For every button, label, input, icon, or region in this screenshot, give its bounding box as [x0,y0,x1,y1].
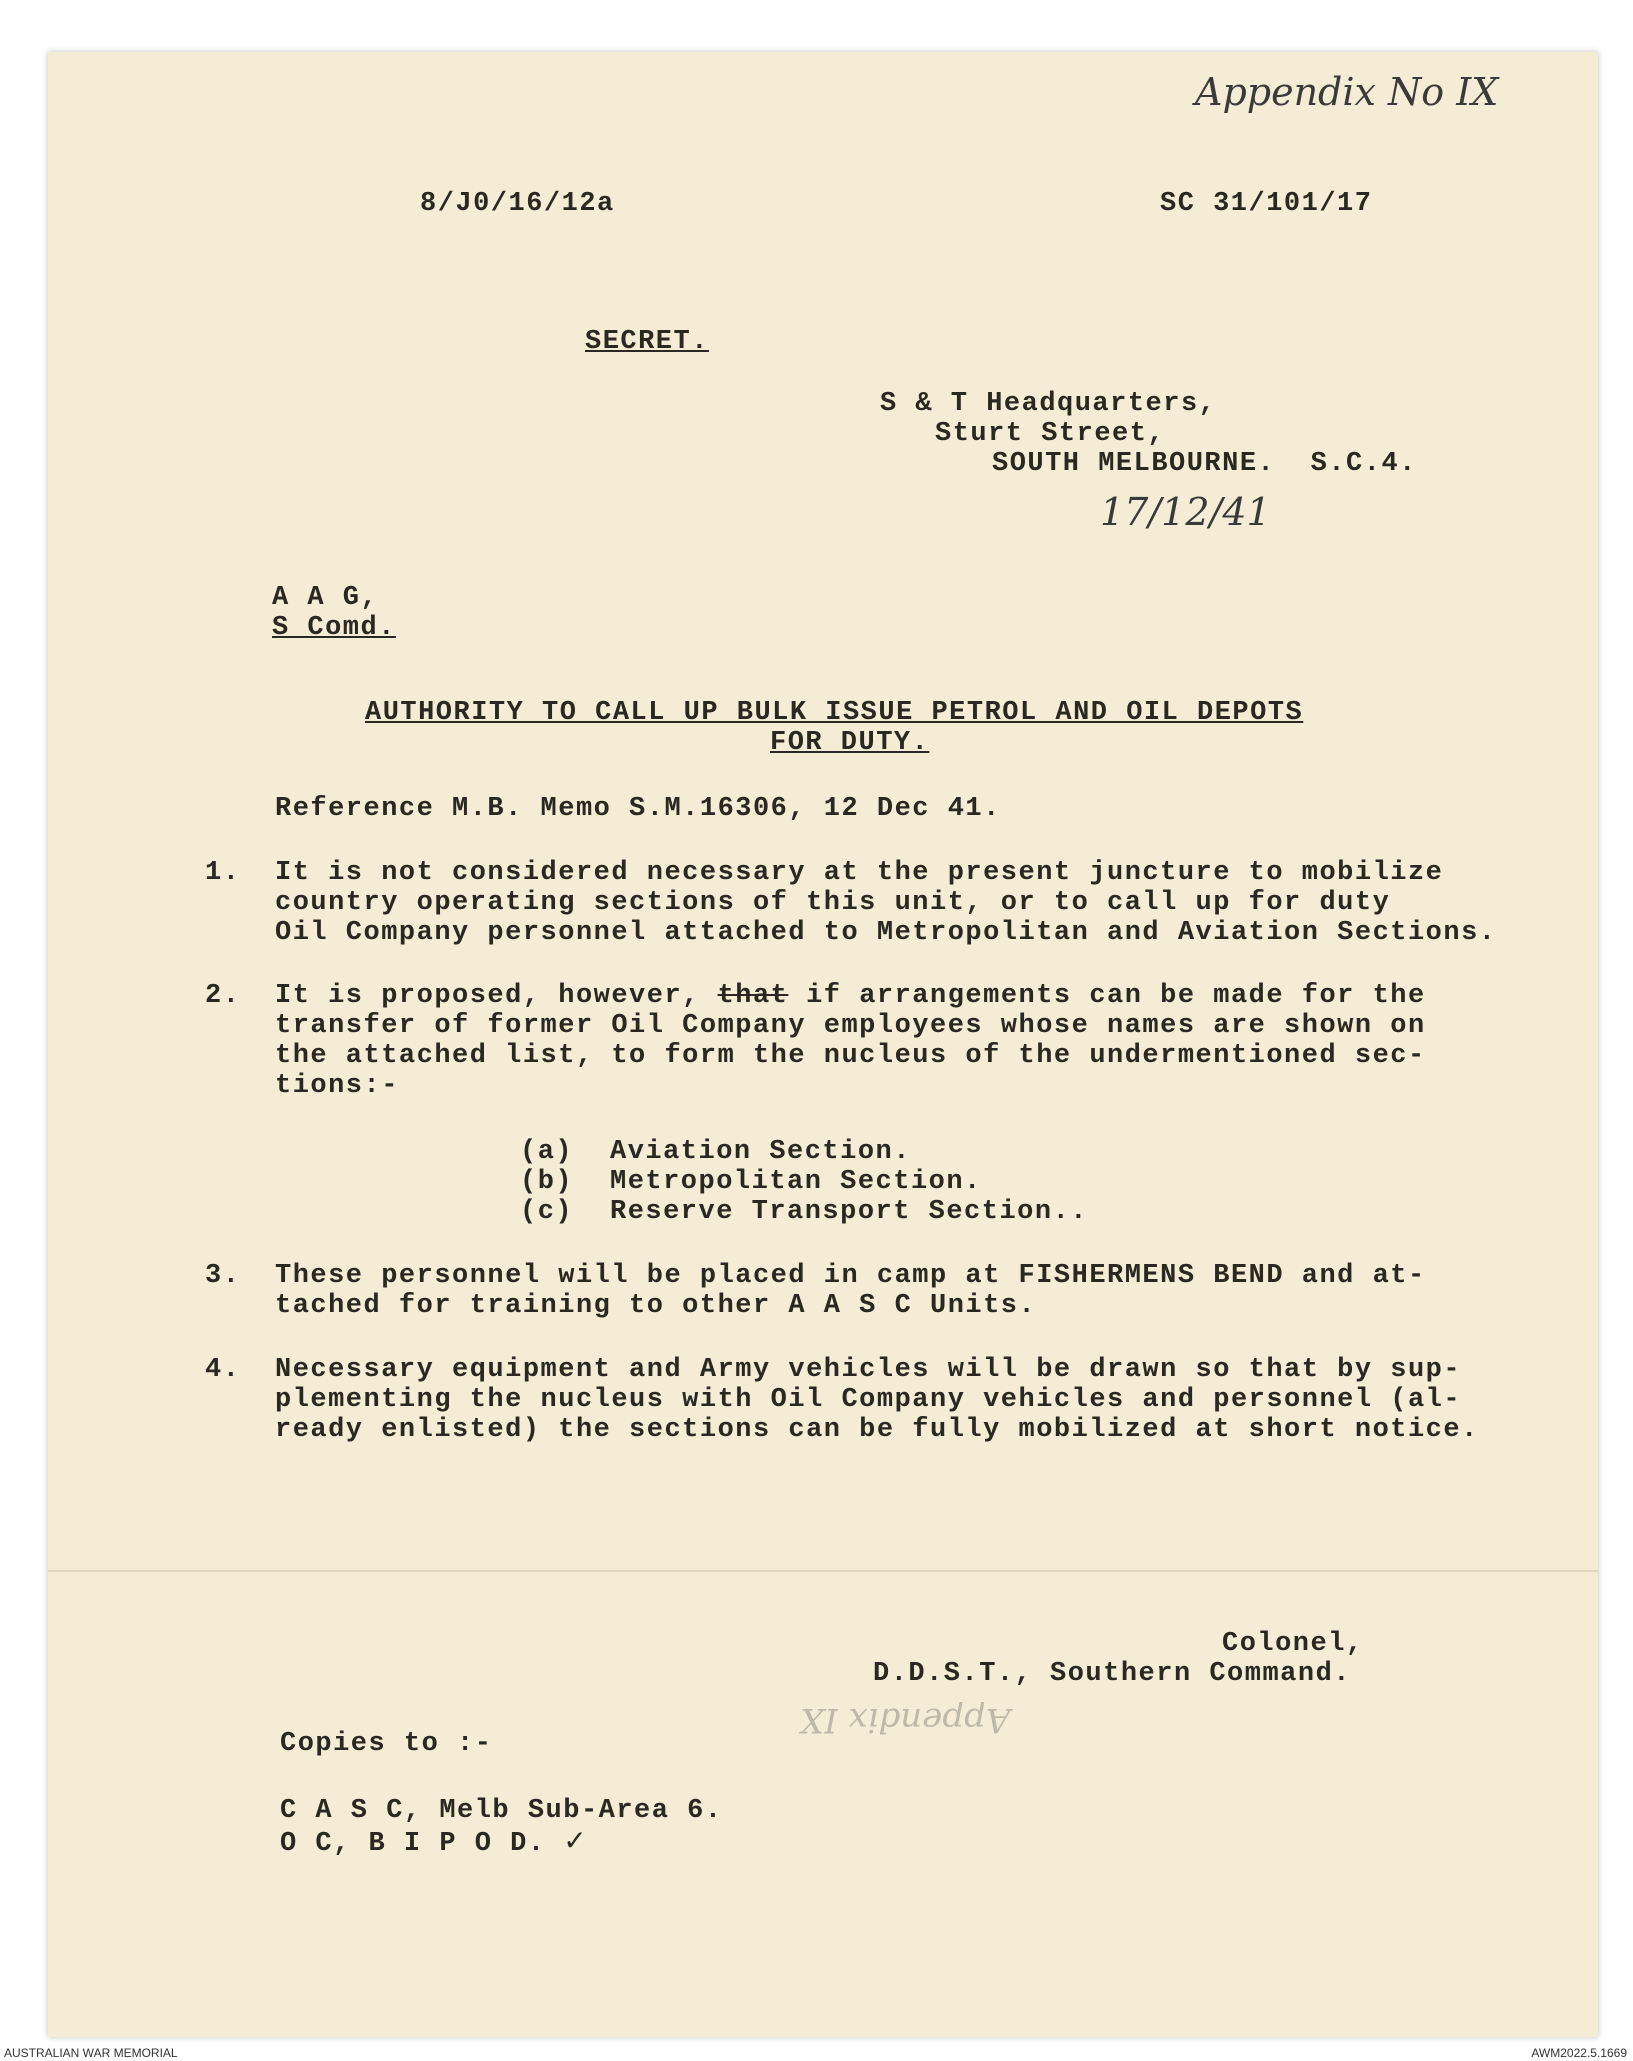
copies-line-2-text: O C, B I P O D. [280,1829,546,1859]
section-b-label: (b) [520,1167,574,1197]
paragraph-2-number: 2. [205,981,241,1011]
footer-accession-number: AWM2022.5.1669 [1531,2046,1627,2060]
section-c-text: Reserve Transport Section.. [610,1197,1088,1227]
paragraph-2-line-1-end: if arrangements can be made for the [788,981,1426,1011]
footer-credit: AUSTRALIAN WAR MEMORIAL [4,2046,178,2060]
copies-line-2 [280,1825,588,1860]
file-reference-right: SC 31/101/17 [1160,189,1373,219]
paragraph-3-number: 3. [205,1261,241,1291]
paragraph-2-line-2: transfer of former Oil Company employees whose names are shown on [275,1011,1426,1041]
paragraph-1-line-2: country operating sections of this unit, or to call up for duty [275,888,1391,918]
faint-reverse-note: Appendix IX [800,1700,1011,1740]
copies-heading: Copies to :- [280,1729,493,1759]
address-line-1: S & T Headquarters, [880,389,1217,419]
paragraph-2-line-3: the attached list, to form the nucleus of the undermentioned sec- [275,1041,1426,1071]
paragraph-1-line-1: It is not considered necessary at the present juncture to mobilize [275,858,1444,888]
handwritten-date: 17/12/41 [1100,490,1271,534]
recipient-line-2: S Comd. [272,613,396,643]
recipient-line-1: A A G, [272,583,379,613]
section-c-label: (c) [520,1197,574,1227]
handwritten-appendix-note: Appendix No IX [1195,70,1499,114]
paragraph-4-line-2: plementing the nucleus with Oil Company vehicles and personnel (al- [275,1385,1462,1415]
paragraph-2-line-4: tions:- [275,1071,399,1101]
address-line-3: SOUTH MELBOURNE. S.C.4. [992,449,1417,479]
paragraph-2-line-1 [275,980,1426,1012]
subject-line-2: FOR DUTY. [770,728,930,758]
paragraph-4-line-1: Necessary equipment and Army vehicles will be drawn so that by sup- [275,1355,1462,1385]
paragraph-4-line-3: ready enlisted) the sections can be fully mobilized at short notice. [275,1415,1479,1445]
fold-line [48,1570,1598,1572]
tick-mark: ✓ [563,1824,589,1857]
reference-line: Reference M.B. Memo S.M.16306, 12 Dec 41. [275,794,1001,824]
section-a-label: (a) [520,1137,574,1167]
paragraph-1-line-3: Oil Company personnel attached to Metropolitan and Aviation Sections. [275,918,1497,948]
file-reference-left: 8/J0/16/12a [420,189,615,219]
section-a-text: Aviation Section. [610,1137,911,1167]
paragraph-4-number: 4. [205,1355,241,1385]
paragraph-3-line-1: These personnel will be placed in camp at FISHERMENS BEND and at- [275,1261,1426,1291]
subject-line-1: AUTHORITY TO CALL UP BULK ISSUE PETROL AND OIL DEPOTS [365,698,1304,728]
paragraph-3-line-2: tached for training to other A A S C Units. [275,1291,1037,1321]
copies-line-1: C A S C, Melb Sub-Area 6. [280,1796,723,1826]
paragraph-1-number: 1. [205,858,241,888]
paragraph-2-line-1-start: It is proposed, however, [275,981,718,1011]
section-b-text: Metropolitan Section. [610,1167,982,1197]
address-line-2: Sturt Street, [935,419,1166,449]
classification-heading: SECRET. [585,327,709,357]
struck-word: that [717,981,789,1011]
signature-rank: Colonel, [1222,1629,1364,1659]
signature-title: D.D.S.T., Southern Command. [873,1659,1351,1689]
